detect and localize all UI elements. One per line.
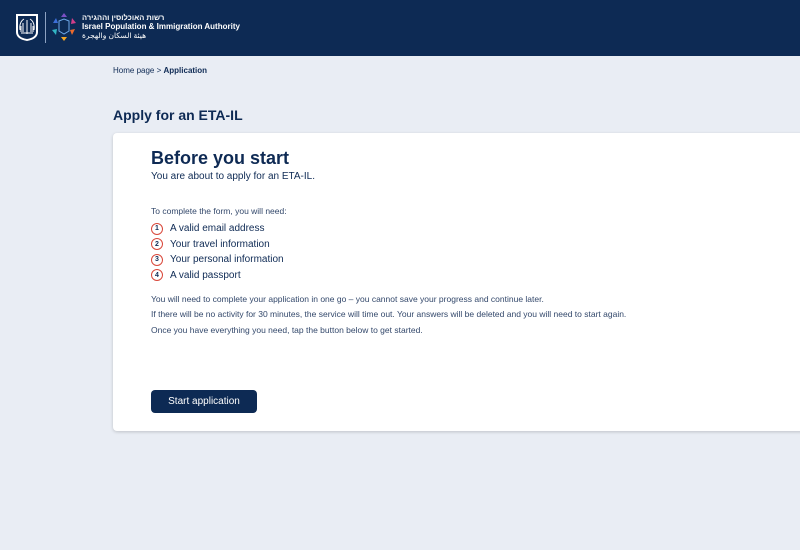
org-name-english: Israel Population & Immigration Authority (82, 22, 240, 31)
step-number-badge: 4 (151, 269, 163, 281)
org-name-arabic: هيئة السكان والهجرة (82, 31, 147, 40)
step-number-badge: 1 (151, 223, 163, 235)
step-number-badge: 3 (151, 254, 163, 266)
list-item (151, 252, 284, 268)
requirements-intro: To complete the form, you will need: (151, 206, 287, 216)
start-application-button[interactable]: Start application (151, 390, 257, 413)
breadcrumb (113, 66, 207, 75)
star-logo-icon[interactable] (50, 11, 78, 43)
breadcrumb-current: Application (163, 66, 208, 75)
requirement-label: Your personal information (170, 254, 284, 266)
requirements-list (151, 221, 284, 283)
org-name-hebrew: רשות האוכלוסין וההגירה (82, 13, 165, 22)
timeout-note: If there will be no activity for 30 minutes, the service will time out. Your answers will be deleted and you will need to start again. (151, 309, 627, 319)
page-title: Apply for an ETA-IL (113, 107, 243, 123)
breadcrumb-separator: > (156, 66, 162, 75)
card-title: Before you start (151, 148, 290, 168)
site-header (0, 0, 800, 56)
step-number-badge: 2 (151, 238, 163, 250)
list-item (151, 268, 284, 284)
requirement-label: A valid email address (170, 223, 265, 235)
header-divider (45, 12, 46, 43)
card-subtitle: You are about to apply for an ETA-IL. (151, 171, 315, 182)
org-names (82, 13, 240, 40)
list-item (151, 221, 284, 237)
list-item (151, 237, 284, 253)
no-save-note: You will need to complete your application in one go – you cannot save your progress and continue later. (151, 294, 544, 304)
before-you-start-card (113, 133, 800, 431)
state-emblem-icon[interactable] (14, 12, 40, 42)
requirement-label: Your travel information (170, 238, 270, 250)
breadcrumb-home-link[interactable]: Home page (113, 66, 155, 75)
requirement-label: A valid passport (170, 269, 241, 281)
get-started-note: Once you have everything you need, tap the button below to get started. (151, 325, 423, 335)
